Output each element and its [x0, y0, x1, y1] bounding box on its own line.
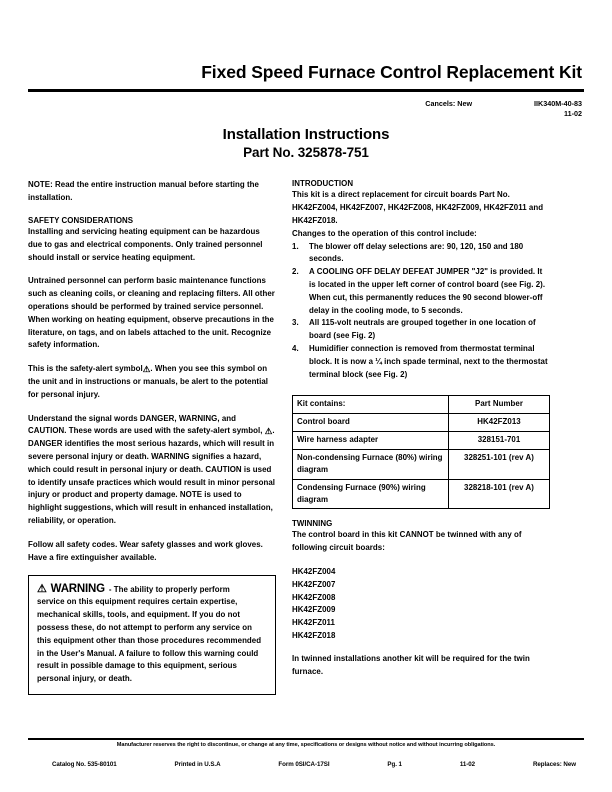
- left-column: [28, 179, 284, 695]
- footer-date: 11-02: [459, 761, 476, 768]
- twinning-heading: TWINNING: [292, 519, 333, 529]
- table-cell-item: Non-condensing Furnace (80%) wiring diagram: [293, 449, 449, 479]
- table-row: [293, 449, 550, 479]
- footer-printed-in: Printed in U.S.A: [174, 761, 221, 768]
- cancels-label: Cancels: New: [425, 99, 473, 108]
- column-header-part: Part Number: [449, 396, 550, 414]
- footer-disclaimer: Manufacturer reserves the right to discontinue, or change at any time, specifications or designs without notice and without incurring obligations.: [116, 742, 496, 748]
- signal-words-text-a: Understand the signal words DANGER, WARNING, and CAUTION. These words are used with the safety-alert symbol,: [28, 413, 263, 436]
- safety-considerations-heading: SAFETY CONSIDERATIONS: [28, 216, 134, 226]
- table-cell-part: 328151-701: [449, 432, 550, 450]
- safety-paragraph-5: Follow all safety codes. Wear safety glasses and work gloves. Have a fire extinguisher available.: [28, 539, 263, 562]
- table-cell-part: 328251-101 (rev A): [449, 449, 550, 479]
- table-cell-part: HK42FZ013: [449, 414, 550, 432]
- warning-body-text: service on this equipment requires certain expertise, mechanical skills, tools, and equipment. If you do not possess these, do not attempt to perform any service on this equipment other than those procedures recommended in the User's Manual. A failure to follow this warning could result in possible damage to this equipment, serious personal injury, or death.: [37, 597, 262, 684]
- table-row: [293, 432, 550, 450]
- safety-paragraph-3: [28, 363, 276, 401]
- list-item-text: Humidifier connection is removed from thermostat terminal block. It is now a ¼ inch spade terminal, next to the thermostat terminal block (see Fig. 2): [309, 344, 548, 379]
- warning-header: [37, 583, 267, 595]
- introduction-heading: INTRODUCTION: [292, 179, 354, 189]
- kit-contents-table: [292, 395, 550, 509]
- warning-triangle-icon: ⚠: [37, 582, 47, 595]
- content-columns: [28, 179, 584, 695]
- page-title: Fixed Speed Furnace Control Replacement Kit: [201, 62, 582, 82]
- list-item-text: The blower off delay selections are: 90, 120, 150 and 180 seconds.: [309, 241, 524, 264]
- incompatible-board-list: [292, 566, 550, 643]
- warning-lead-text: - The ability to properly perform: [108, 584, 230, 594]
- introduction-paragraph-2: Changes to the operation of this control include:: [292, 228, 477, 238]
- list-item: HK42FZ004: [292, 567, 336, 576]
- safety-paragraph-2: Untrained personnel can perform basic maintenance functions such as cleaning coils, or cleaning and replacing filters. All other operations should be performed by trained service personnel. When working on heating equipment, observe precautions in the literature, on tags, and on labels attached to the unit. Recognize safety information.: [28, 276, 275, 350]
- list-item: HK42FZ008: [292, 592, 336, 602]
- spacer: [292, 509, 550, 519]
- introduction-paragraph-1: This kit is a direct replacement for circuit boards Part No. HK42FZ004, HK42FZ007, HK42FZ008, HK42FZ009, HK42FZ011 and HK42FZ018.: [292, 190, 544, 226]
- column-header-item: Kit contains:: [293, 396, 449, 414]
- document-codes: [534, 99, 582, 118]
- note-paragraph: NOTE: Read the entire instruction manual before starting the installation.: [28, 180, 259, 203]
- header-meta: [28, 99, 584, 118]
- safety-alert-triangle-icon: ⚠: [264, 426, 273, 437]
- warning-label: WARNING: [50, 583, 105, 596]
- right-column: [284, 179, 550, 689]
- list-item-text: All 115-volt neutrals are grouped together in one location of board (see Fig. 2): [309, 318, 536, 341]
- footer-meta-row: [28, 761, 584, 768]
- list-item-number: 1.: [292, 241, 299, 251]
- subtitle: Installation Instructions: [222, 126, 390, 144]
- list-item: [292, 343, 550, 381]
- table-cell-part: 328218-101 (rev A): [449, 479, 550, 509]
- safety-alert-text-b: . When you see this symbol on the unit and in instructions or manuals, be alert to the potential for personal injury.: [28, 364, 269, 399]
- changes-list: [292, 241, 550, 382]
- subtitle-block: [28, 126, 584, 160]
- safety-paragraph-4: [28, 413, 276, 528]
- list-item-number: 3.: [292, 318, 299, 328]
- list-item: [292, 317, 550, 343]
- list-item: HK42FZ007: [292, 579, 336, 589]
- list-item: [292, 241, 550, 267]
- twinning-paragraph-1: The control board in this kit CANNOT be twinned with any of following circuit boards:: [292, 530, 522, 553]
- part-number-heading: Part No. 325878-751: [243, 145, 369, 161]
- list-item: HK42FZ018: [292, 630, 336, 640]
- list-item-number: 2.: [292, 267, 299, 277]
- table-row: [293, 479, 550, 509]
- safety-paragraph-1: Installing and servicing heating equipment can be hazardous due to gas and electrical components. Only trained personnel should install or service heating equipment.: [28, 227, 263, 262]
- footer-catalog-number: Catalog No. 535-80101: [52, 761, 117, 768]
- table-cell-item: Control board: [293, 414, 449, 432]
- document-date: 11-02: [564, 108, 582, 118]
- twinning-paragraph-2: In twinned installations another kit will be required for the twin furnace.: [292, 653, 530, 676]
- safety-alert-triangle-icon: ⚠: [142, 364, 151, 375]
- safety-alert-text-a: This is the safety-alert symbol: [28, 364, 143, 374]
- title-divider: [28, 89, 584, 92]
- signal-words-text-b: . DANGER identifies the most serious hazards, which will result in severe personal injury or death. WARNING signifies a hazard, which could result in personal injury or death. CAUTION is used to identify unsafe practices which would result in minor personal injury or product and property damage. NOTE is used to highlight suggestions, which will result in enhanced installation, reliability, or operation.: [28, 426, 276, 525]
- table-cell-item: Wire harness adapter: [293, 432, 449, 450]
- footer-replaces: Replaces: New: [532, 761, 576, 768]
- list-item: HK42FZ009: [292, 605, 336, 615]
- list-item-number: 4.: [292, 344, 299, 353]
- list-item-text: A COOLING OFF DELAY DEFEAT JUMPER "J2" is provided. It is located in the upper left corner of control board (see Fig. 2). When cut, this permanently reduces the 90 second blower-off delay in the cooling mode, to 5 seconds.: [309, 267, 546, 315]
- footer-divider: [28, 738, 584, 740]
- table-cell-item: Condensing Furnace (90%) wiring diagram: [293, 479, 449, 509]
- table-row: [293, 414, 550, 432]
- warning-box: [28, 575, 276, 695]
- list-item: [292, 266, 550, 317]
- spacer: [292, 643, 550, 653]
- list-item: HK42FZ011: [292, 618, 335, 628]
- table-header-row: [293, 396, 550, 414]
- footer-form-number: Form 0SI/CA-17SI: [278, 761, 330, 768]
- footer-page-number: Pg. 1: [387, 761, 402, 768]
- document-code: IIK340M-40-83: [534, 99, 582, 108]
